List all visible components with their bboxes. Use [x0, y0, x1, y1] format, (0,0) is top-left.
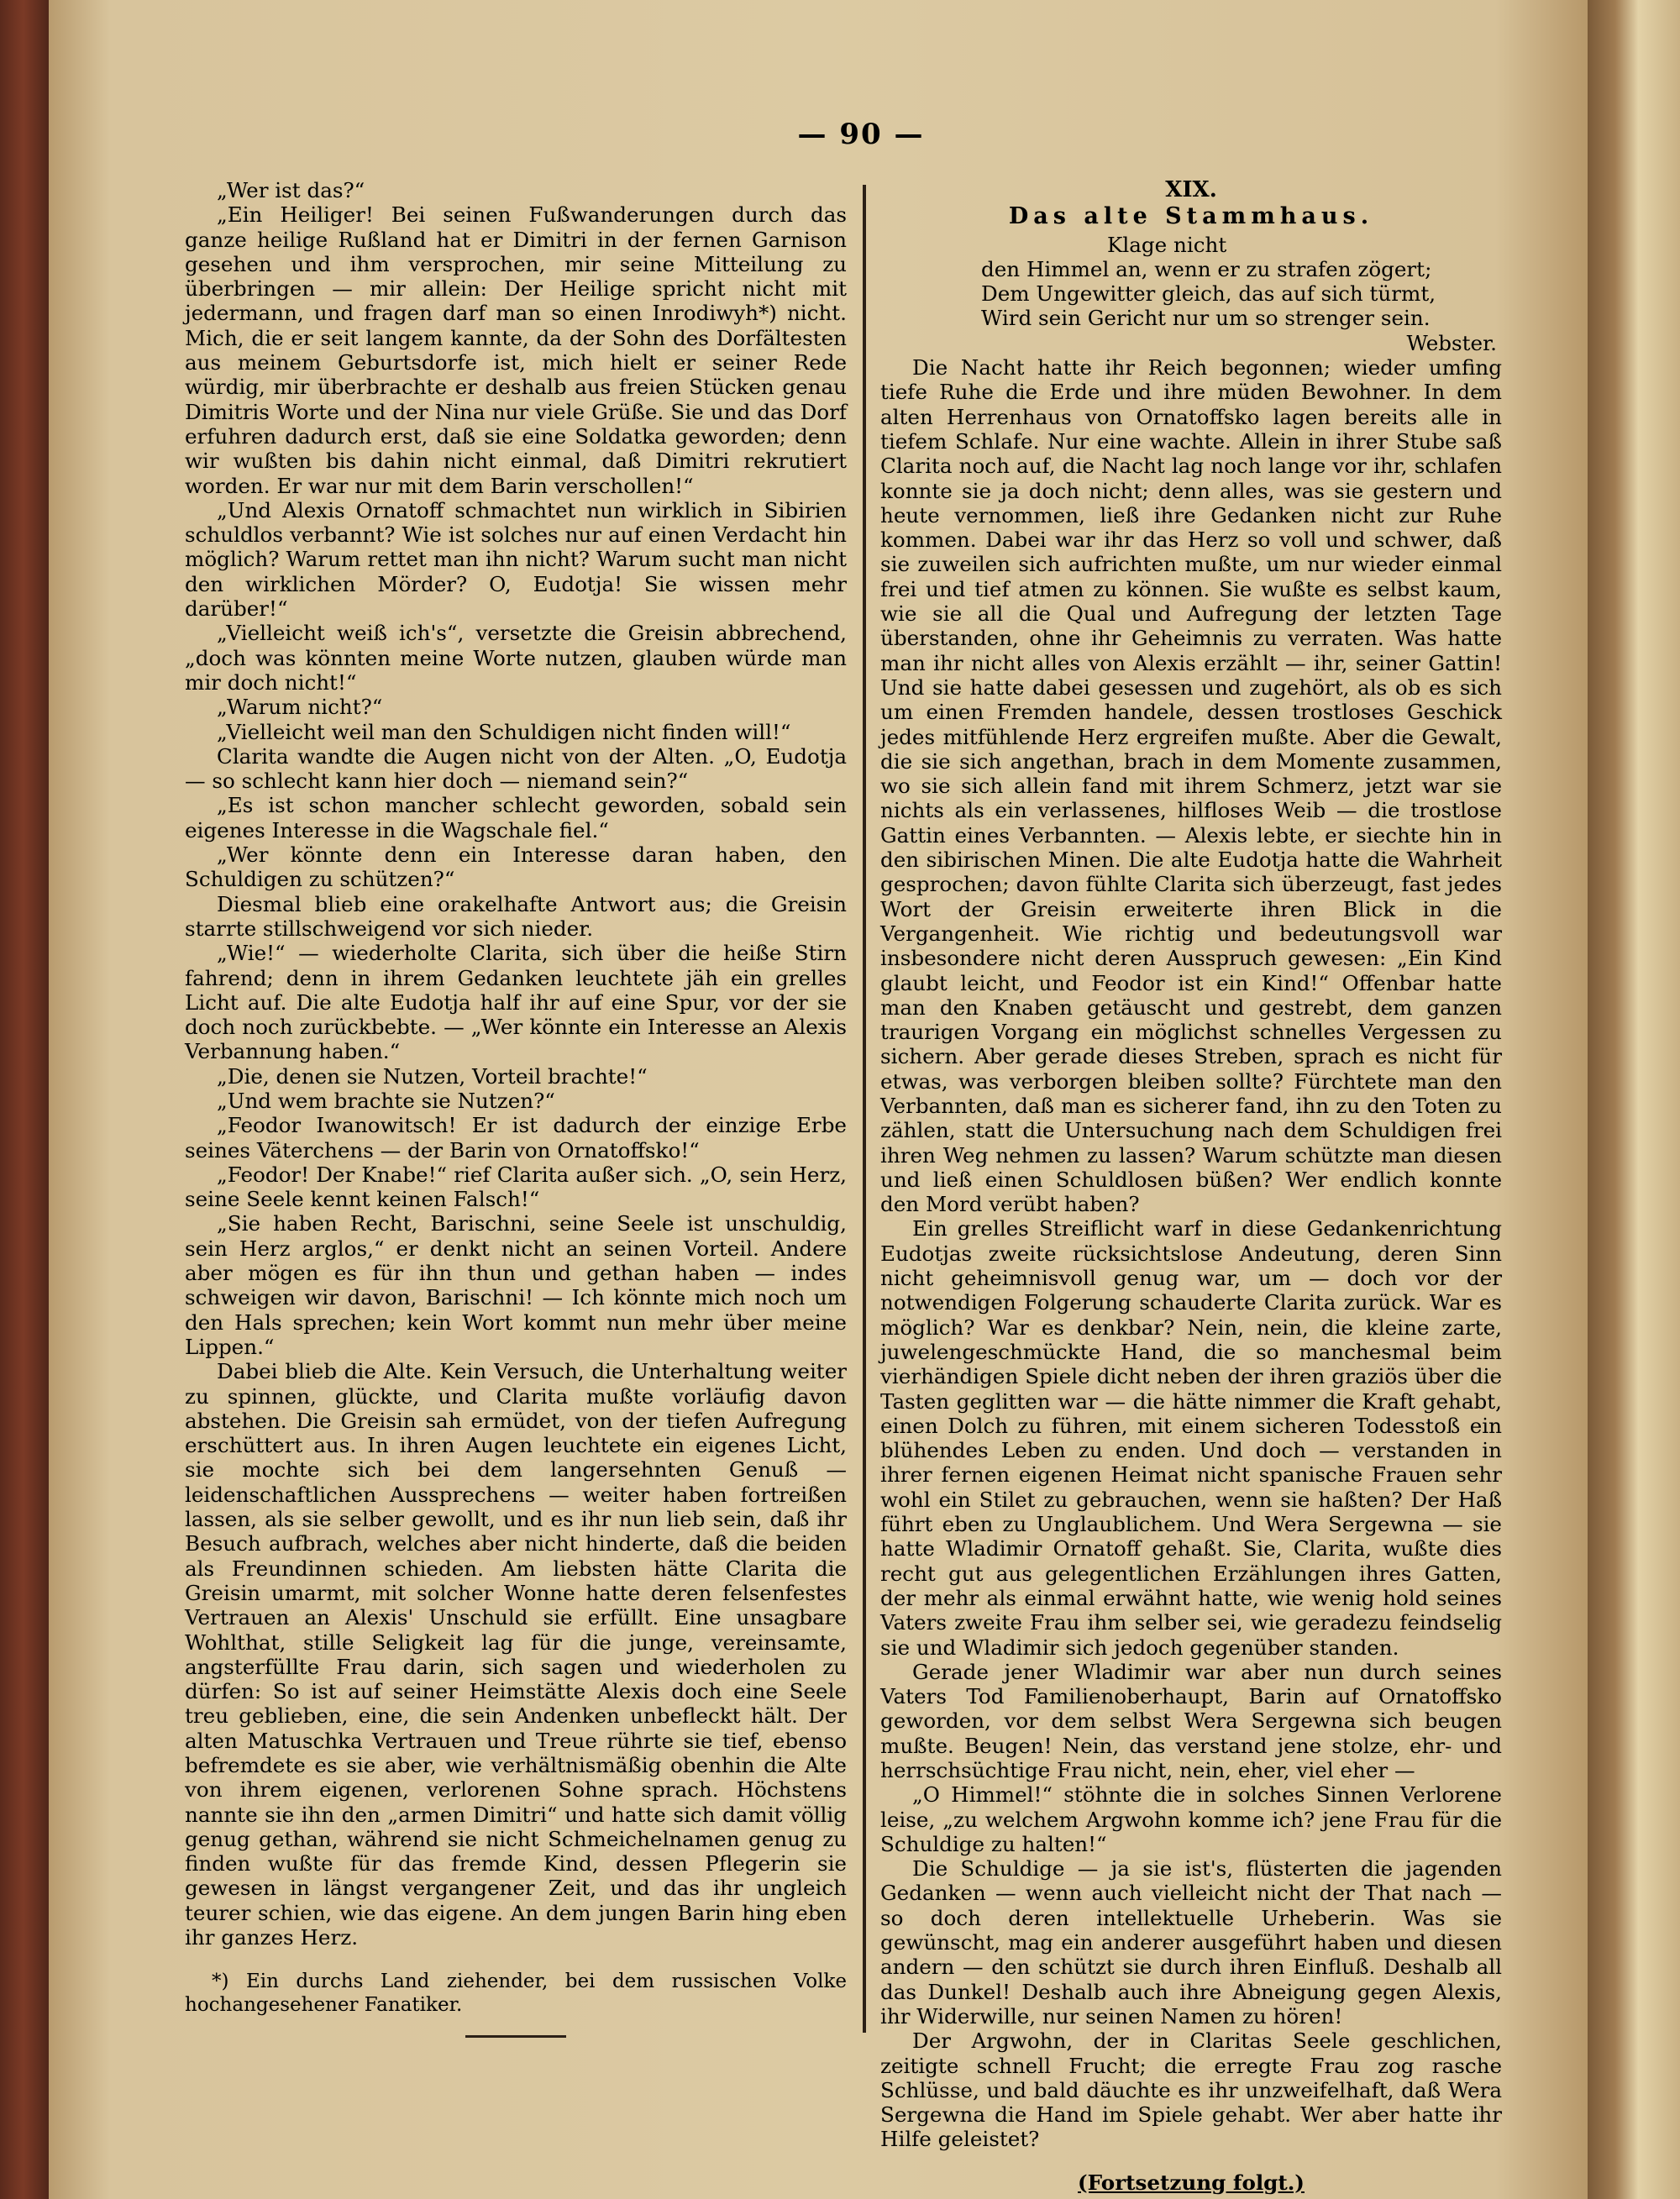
paragraph: „Vielleicht weiß ich's“, versetzte die Greisin abbrechend, „doch was könnten meine Worte nutzen, glauben würde man mir doch nicht!“ — [185, 621, 847, 695]
paragraph: Diesmal blieb eine orakelhafte Antwort aus; die Greisin starrte stillschweigend vor sich nieder. — [185, 891, 847, 941]
paragraph: Der Argwohn, der in Claritas Seele geschlichen, zeitigte schnell Frucht; die erregte Frau zog rasche Schlüsse, und bald däuchte es ihr unzweifelhaft, daß Wera Sergewna die Hand im Spiele gehabt. Wer aber hatte ihr Hilfe geleistet? — [880, 2028, 1502, 2152]
paragraph: Clarita wandte die Augen nicht von der Alten. „O, Eudotja — so schlecht kann hier doch — niemand sein?“ — [185, 743, 847, 794]
paragraph: „Wie!“ — wiederholte Clarita, sich über die heiße Stirn fahrend; denn in ihrem Gedanken leuchtete jäh ein grelles Licht auf. Die alte Eudotja half ihr auf eine Spur, vor der sie doch noch zurückbebte. — „Wer könnte ein Interesse an Alexis Verbannung haben.“ — [185, 941, 847, 1064]
column-divider — [863, 185, 866, 2033]
footnote-rule — [465, 2035, 566, 2038]
book-binding — [0, 0, 52, 2199]
chapter-title: Das alte Stammhaus. — [1008, 203, 1374, 230]
paragraph: „Die, denen sie Nutzen, Vorteil brachte!“ — [217, 1063, 648, 1089]
epigraph-author: Webster. — [1406, 330, 1497, 355]
continued-notice: (Fortsetzung folgt.) — [1078, 2170, 1305, 2195]
epigraph-line: Dem Ungewitter gleich, das auf sich türmt, — [981, 281, 1436, 307]
paragraph: „Sie haben Recht, Barischni, seine Seele ist unschuldig, sein Herz arglos,“ er denkt nicht an seinen Vorteil. Andere aber mögen es für ihn thun und gethan haben — indes schweigen wir davon, Barischni! — Ich könnte mich noch um den Hals sprechen; kein Wort kommt nun mehr über meine Lippen.“ — [185, 1211, 847, 1359]
paragraph: Die Schuldige — ja sie ist's, flüsterten die jagenden Gedanken — wenn auch vielleicht nicht der That nach — so doch deren intellektuelle Urheberin. Was sie gewünscht, mag ein anderer ausgeführt haben und diesen andern — den schützt sie durch ihren Einfluß. Deshalb all das Dunkel! Deshalb auch ihre Abneigung gegen Alexis, ihr Widerwille, nur seinen Namen zu hören! — [880, 1856, 1502, 2028]
epigraph-line: den Himmel an, wenn er zu strafen zögert; — [981, 256, 1432, 281]
paragraph: „Vielleicht weil man den Schuldigen nicht finden will!“ — [217, 719, 791, 744]
paragraph: Die Nacht hatte ihr Reich begonnen; wieder umfing tiefe Ruhe die Erde und ihre müden Bewohner. In dem alten Herrenhaus von Ornatoffsko lagen bereits alle in tiefem Schlafe. Nur eine wachte. Allein in ihrer Stube saß Clarita noch auf, die Nacht lag noch lange vor ihr, schlafen konnte sie ja doch nicht; denn alles, was sie gestern und heute vernommen, ließ ihre Gedanken nicht zur Ruhe kommen. Dabei war ihr das Herz so voll und schwer, daß sie zuweilen sich aufrichten mußte, um nur wieder einmal frei und tief atmen zu können. Sie wußte es selbst kaum, wie sie all die Qual und Aufregung der letzten Tage überstanden, ohne ihr Geheimnis zu verraten. Was hatte man ihr nicht alles von Alexis erzählt — ihr, seiner Gattin! Und sie hatte dabei gesessen und zugehört, als ob es sich um einen Fremden handele, dessen trostloses Geschick jedes mitfühlende Herz ergreifen mußte. Aber die Gewalt, die sie sich angethan, brach in dem Momente zusammen, wo sie sich allein fand mit ihrem Schmerz, jetzt war sie nichts als ein verlassenes, hilfloses Weib — die trostlose Gattin eines Verbannten. — Alexis lebte, er siechte hin in den sibirischen Minen. Die alte Eudotja hatte die Wahrheit gesprochen; davon fühlte Clarita sich überzeugt, fast jedes Wort der Greisin erweiterte ihren Blick in die Vergangenheit. Wie richtig und bedeutungsvoll war insbesondere nicht deren Ausspruch gewesen: „Ein Kind glaubt leicht, und Feodor ist ein Kind!“ Offenbar hatte man den Knaben getäuscht und gestrebt, dem ganzen traurigen Vorgang ein möglichst schnelles Vergessen zu sichern. Aber gerade dieses Streben, sprach es nicht für etwas, was verborgen bleiben sollte? Fürchtete man den Verbannten, daß man es sicherer fand, ihn zu den Toten zu zählen, statt die Untersuchung nach dem Schuldigen frei ihren Weg nehmen zu lassen? Warum schützte man diesen und ließ einen Schuldlosen büßen? Wer endlich konnte den Mord verübt haben? — [880, 355, 1502, 1217]
paragraph: Dabei blieb die Alte. Kein Versuch, die Unterhaltung weiter zu spinnen, glückte, und Clarita mußte vorläufig davon abstehen. Die Greisin sah ermüdet, von der tiefen Aufregung erschüttert aus. In ihren Augen leuchtete ein eigenes Licht, sie mochte sich bei dem langersehnten Genuß — leidenschaftlichen Aussprechens — weiter haben fortreißen lassen, als sie selber gewollt, und es ihr nun lieb sein, daß ihr Besuch aufbrach, welches aber nicht hinderte, daß die beiden als Freundinnen schieden. Am liebsten hätte Clarita die Greisin umarmt, mit solcher Wonne hatte deren felsenfestes Vertrauen an Alexis' Unschuld sie erfüllt. Eine unsagbare Wohlthat, stille Seligkeit lag für die junge, vereinsamte, angsterfüllte Frau darin, sich sagen und wiederholen zu dürfen: So ist auf seiner Heimstätte Alexis doch eine Seele treu geblieben, eine, die sein Andenken unbefleckt hält. Der alten Matuschka Vertrauen und Treue rührte sie tief, ebenso befremdete es sie aber, wie verhältnismäßig obenhin die Alte von ihrem eigenen, verlorenen Sohne sprach. Höchstens nannte sie ihn den „armen Dimitri“ und hatte sich damit völlig genug gethan, während sie nicht Schmeichelnamen genug zu finden wußte für das fremde Kind, dessen Pflegerin sie gewesen in längst vergangener Zeit, und das ihr ungleich teurer schien, wie das eigene. An dem jungen Barin hing eben ihr ganzes Herz. — [185, 1359, 847, 1950]
page-number: — 90 — — [797, 118, 925, 151]
paragraph: „Wer könnte denn ein Interesse daran haben, den Schuldigen zu schützen?“ — [185, 842, 847, 892]
epigraph-line: Klage nicht — [1107, 232, 1227, 257]
paragraph: „Und wem brachte sie Nutzen?“ — [217, 1088, 555, 1113]
paragraph: „Feodor! Der Knabe!“ rief Clarita außer sich. „O, sein Herz, seine Seele kennt keinen Falsch!“ — [185, 1162, 847, 1212]
paragraph: Ein grelles Streiflicht warf in diese Gedankenrichtung Eudotjas zweite rücksichtslose Andeutung, deren Sinn nicht geheimnisvoll genug war, um — doch vor der notwendigen Folgerung schauderte Clarita zurück. War es möglich? War es denkbar? Nein, nein, die kleine zarte, juwelengeschmückte Hand, die so manchesmal beim vierhändigen Spiele dicht neben der ihren graziös über die Tasten geglitten war — die hätte nimmer die Kraft gehabt, einen Dolch zu führen, mit einem sicheren Todesstoß ein blühendes Leben zu enden. Und doch — verstanden in ihrer fernen eigenen Heimat nicht spanische Frauen sehr wohl ein Stilet zu gebrauchen, wenn sie haßten? Der Haß führt eben zu Unglaublichem. Und Wera Sergewna — sie hatte Wladimir Ornatoff gehaßt. Sie, Clarita, wußte dies recht gut aus gelegentlichen Erzählungen ihres Gatten, der mehr als einmal erwähnt hatte, wie wenig hold seines Vaters zweite Frau ihm selber sei, wie geradezu feindselig sie und Wladimir sich jedoch gegenüber standen. — [880, 1216, 1502, 1660]
footnote-text: *) Ein durchs Land ziehender, bei dem russischen Volke hochangesehener Fanatiker. — [185, 1971, 847, 2017]
next-page-edge — [1588, 0, 1680, 2199]
paragraph: „Wer ist das?“ — [217, 178, 365, 202]
paragraph: „Warum nicht?“ — [217, 695, 383, 720]
chapter-number: XIX. — [1165, 177, 1217, 202]
paragraph: „Und Alexis Ornatoff schmachtet nun wirklich in Sibirien schuldlos verbannt? Wie ist solches nur auf einen Verdacht hin möglich? Warum rettet man ihn nicht? Warum sucht man nicht den wirklichen Mörder? O, Eudotja! Sie wissen mehr darüber!“ — [185, 497, 847, 622]
footnote — [185, 1970, 847, 2038]
paragraph: „Es ist schon mancher schlecht geworden, sobald sein eigenes Interesse in die Wagschale fiel.“ — [185, 793, 847, 842]
epigraph — [981, 233, 1497, 355]
right-column — [880, 178, 1502, 2195]
epigraph-line: Wird sein Gericht nur um so strenger sein. — [981, 306, 1431, 331]
left-column — [185, 178, 847, 2038]
paragraph: „O Himmel!“ stöhnte die in solches Sinnen Verlorene leise, „zu welchem Argwohn komme ich? jene Frau für die Schuldige zu halten!“ — [880, 1782, 1502, 1856]
paragraph: Gerade jener Wladimir war aber nun durch seines Vaters Tod Familienoberhaupt, Barin auf Ornatoffsko geworden, vor dem selbst Wera Sergewna sich beugen mußte. Beugen! Nein, das verstand jene stolze, ehr- und herrschsüchtige Frau nicht, nein, eher, viel eher — — [880, 1659, 1502, 1782]
paragraph: „Feodor Iwanowitsch! Er ist dadurch der einzige Erbe seines Väterchens — der Barin von Ornatoffsko!“ — [185, 1113, 847, 1162]
paragraph: „Ein Heiliger! Bei seinen Fußwanderungen durch das ganze heilige Rußland hat er Dimitri in der fernen Garnison gesehen und ihm versprochen, mir seine Mitteilung zu überbringen — mir allein: Der Heilige spricht nicht mit jedermann, und fragen darf man so einen Inrodiwyh*) nicht. Mich, die er seit langem kannte, da der Sohn des Dorfältesten aus meinem Geburtsdorfe ist, mich hielt er seiner Rede würdig, mir überbrachte er deshalb aus freien Stücken genau Dimitris Worte und der Nina nur viele Grüße. Sie und das Dorf erfuhren dadurch erst, daß sie eine Soldatka geworden; denn wir wußten bis dahin nicht einmal, daß Dimitri rekrutiert worden. Er war nur mit dem Barin verschollen!“ — [185, 202, 847, 498]
